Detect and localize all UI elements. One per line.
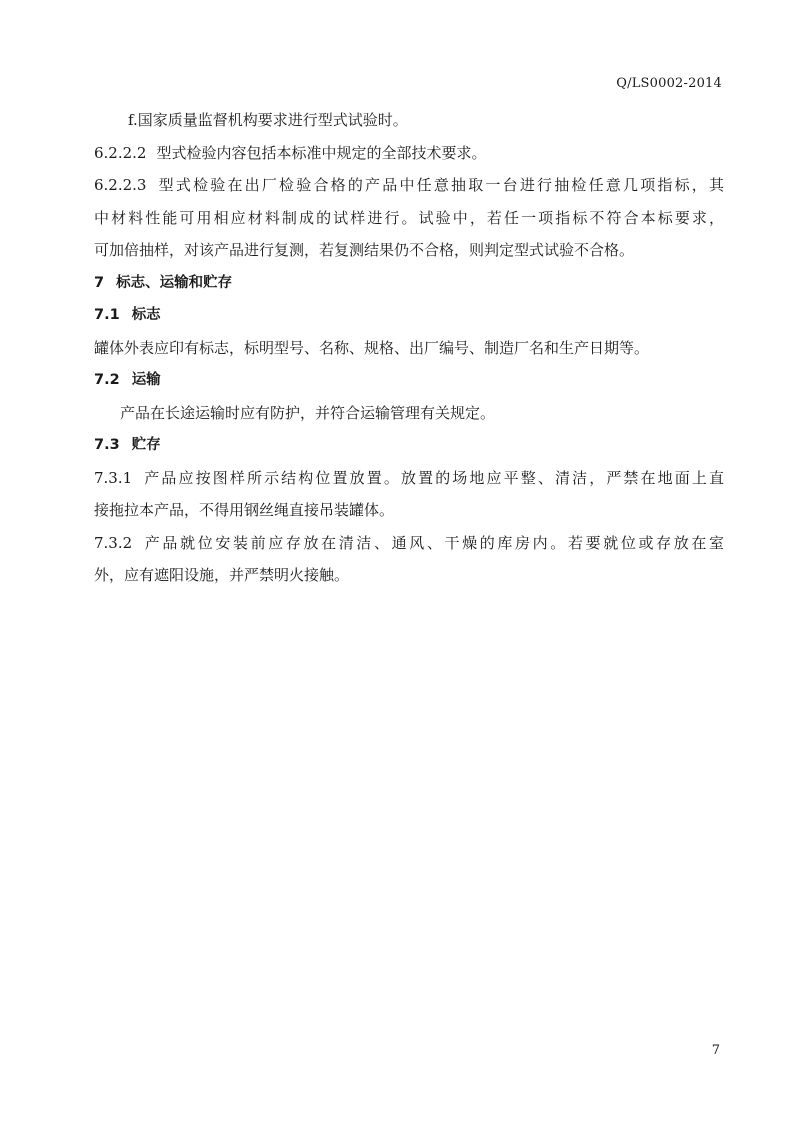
- section-heading-7-2: [94, 364, 724, 397]
- clause-7-3-1-line-1: [94, 462, 724, 495]
- clause-number: 7.3.2: [94, 533, 133, 552]
- section-title: 标志、运输和贮存: [116, 274, 233, 291]
- clause-number: 7.3.1: [94, 468, 133, 487]
- clause-6-2-2-3-line-2: 中材料性能可用相应材料制成的试样进行。试验中，若任一项指标不符合本标要求，: [94, 208, 724, 227]
- clause-6-2-2-3-line-3: 可加倍抽样，对该产品进行复测，若复测结果仍不合格，则判定型式试验不合格。: [94, 241, 635, 259]
- clause-text: 型式检验内容包括本标准中规定的全部技术要求。: [156, 143, 487, 162]
- section-heading-7-1: [94, 299, 724, 332]
- document-code: Q/LS0002-2014: [616, 76, 722, 91]
- clause-number: 6.2.2.2: [94, 143, 147, 162]
- section-heading-7-3: [94, 429, 724, 462]
- clause-text: 产品应按图样所示结构位置放置。放置的场地应平整、清洁，严禁在地面上直: [142, 468, 724, 487]
- clause-f-line: f.国家质量监督机构要求进行型式试验时。: [128, 111, 408, 129]
- clause-7-3-2-line-2: 外，应有遮阳设施，并严禁明火接触。: [94, 566, 350, 584]
- document-body: [94, 104, 724, 592]
- clause-6-2-2-3-line-1: [94, 169, 724, 202]
- clause-text: 产品就位安装前应存放在清洁、通风、干燥的库房内。若要就位或存放在室: [142, 533, 724, 552]
- section-heading-7: [94, 267, 724, 300]
- clause-6-2-2-2: [94, 137, 724, 170]
- clause-7-3-1-line-2: 接拖拉本产品，不得用钢丝绳直接吊装罐体。: [94, 501, 395, 519]
- section-number: 7.2: [94, 372, 120, 388]
- page-number: 7: [711, 1043, 720, 1058]
- section-title: 贮存: [131, 437, 161, 453]
- paragraph-7-2: 产品在长途运输时应有防护，并符合运输管理有关规定。: [120, 403, 496, 422]
- clause-7-3-2-line-1: [94, 527, 724, 560]
- clause-text: 型式检验在出厂检验合格的产品中任意抽取一台进行抽检任意几项指标，其: [156, 176, 724, 194]
- paragraph-7-1: 罐体外表应印有标志，标明型号、名称、规格、出厂编号、制造厂名和生产日期等。: [94, 338, 650, 357]
- section-title: 运输: [131, 372, 161, 388]
- clause-number: 6.2.2.3: [94, 176, 147, 194]
- section-number: 7.3: [94, 437, 120, 453]
- section-number: 7: [94, 274, 105, 291]
- section-number: 7.1: [94, 307, 120, 323]
- section-title: 标志: [131, 307, 161, 323]
